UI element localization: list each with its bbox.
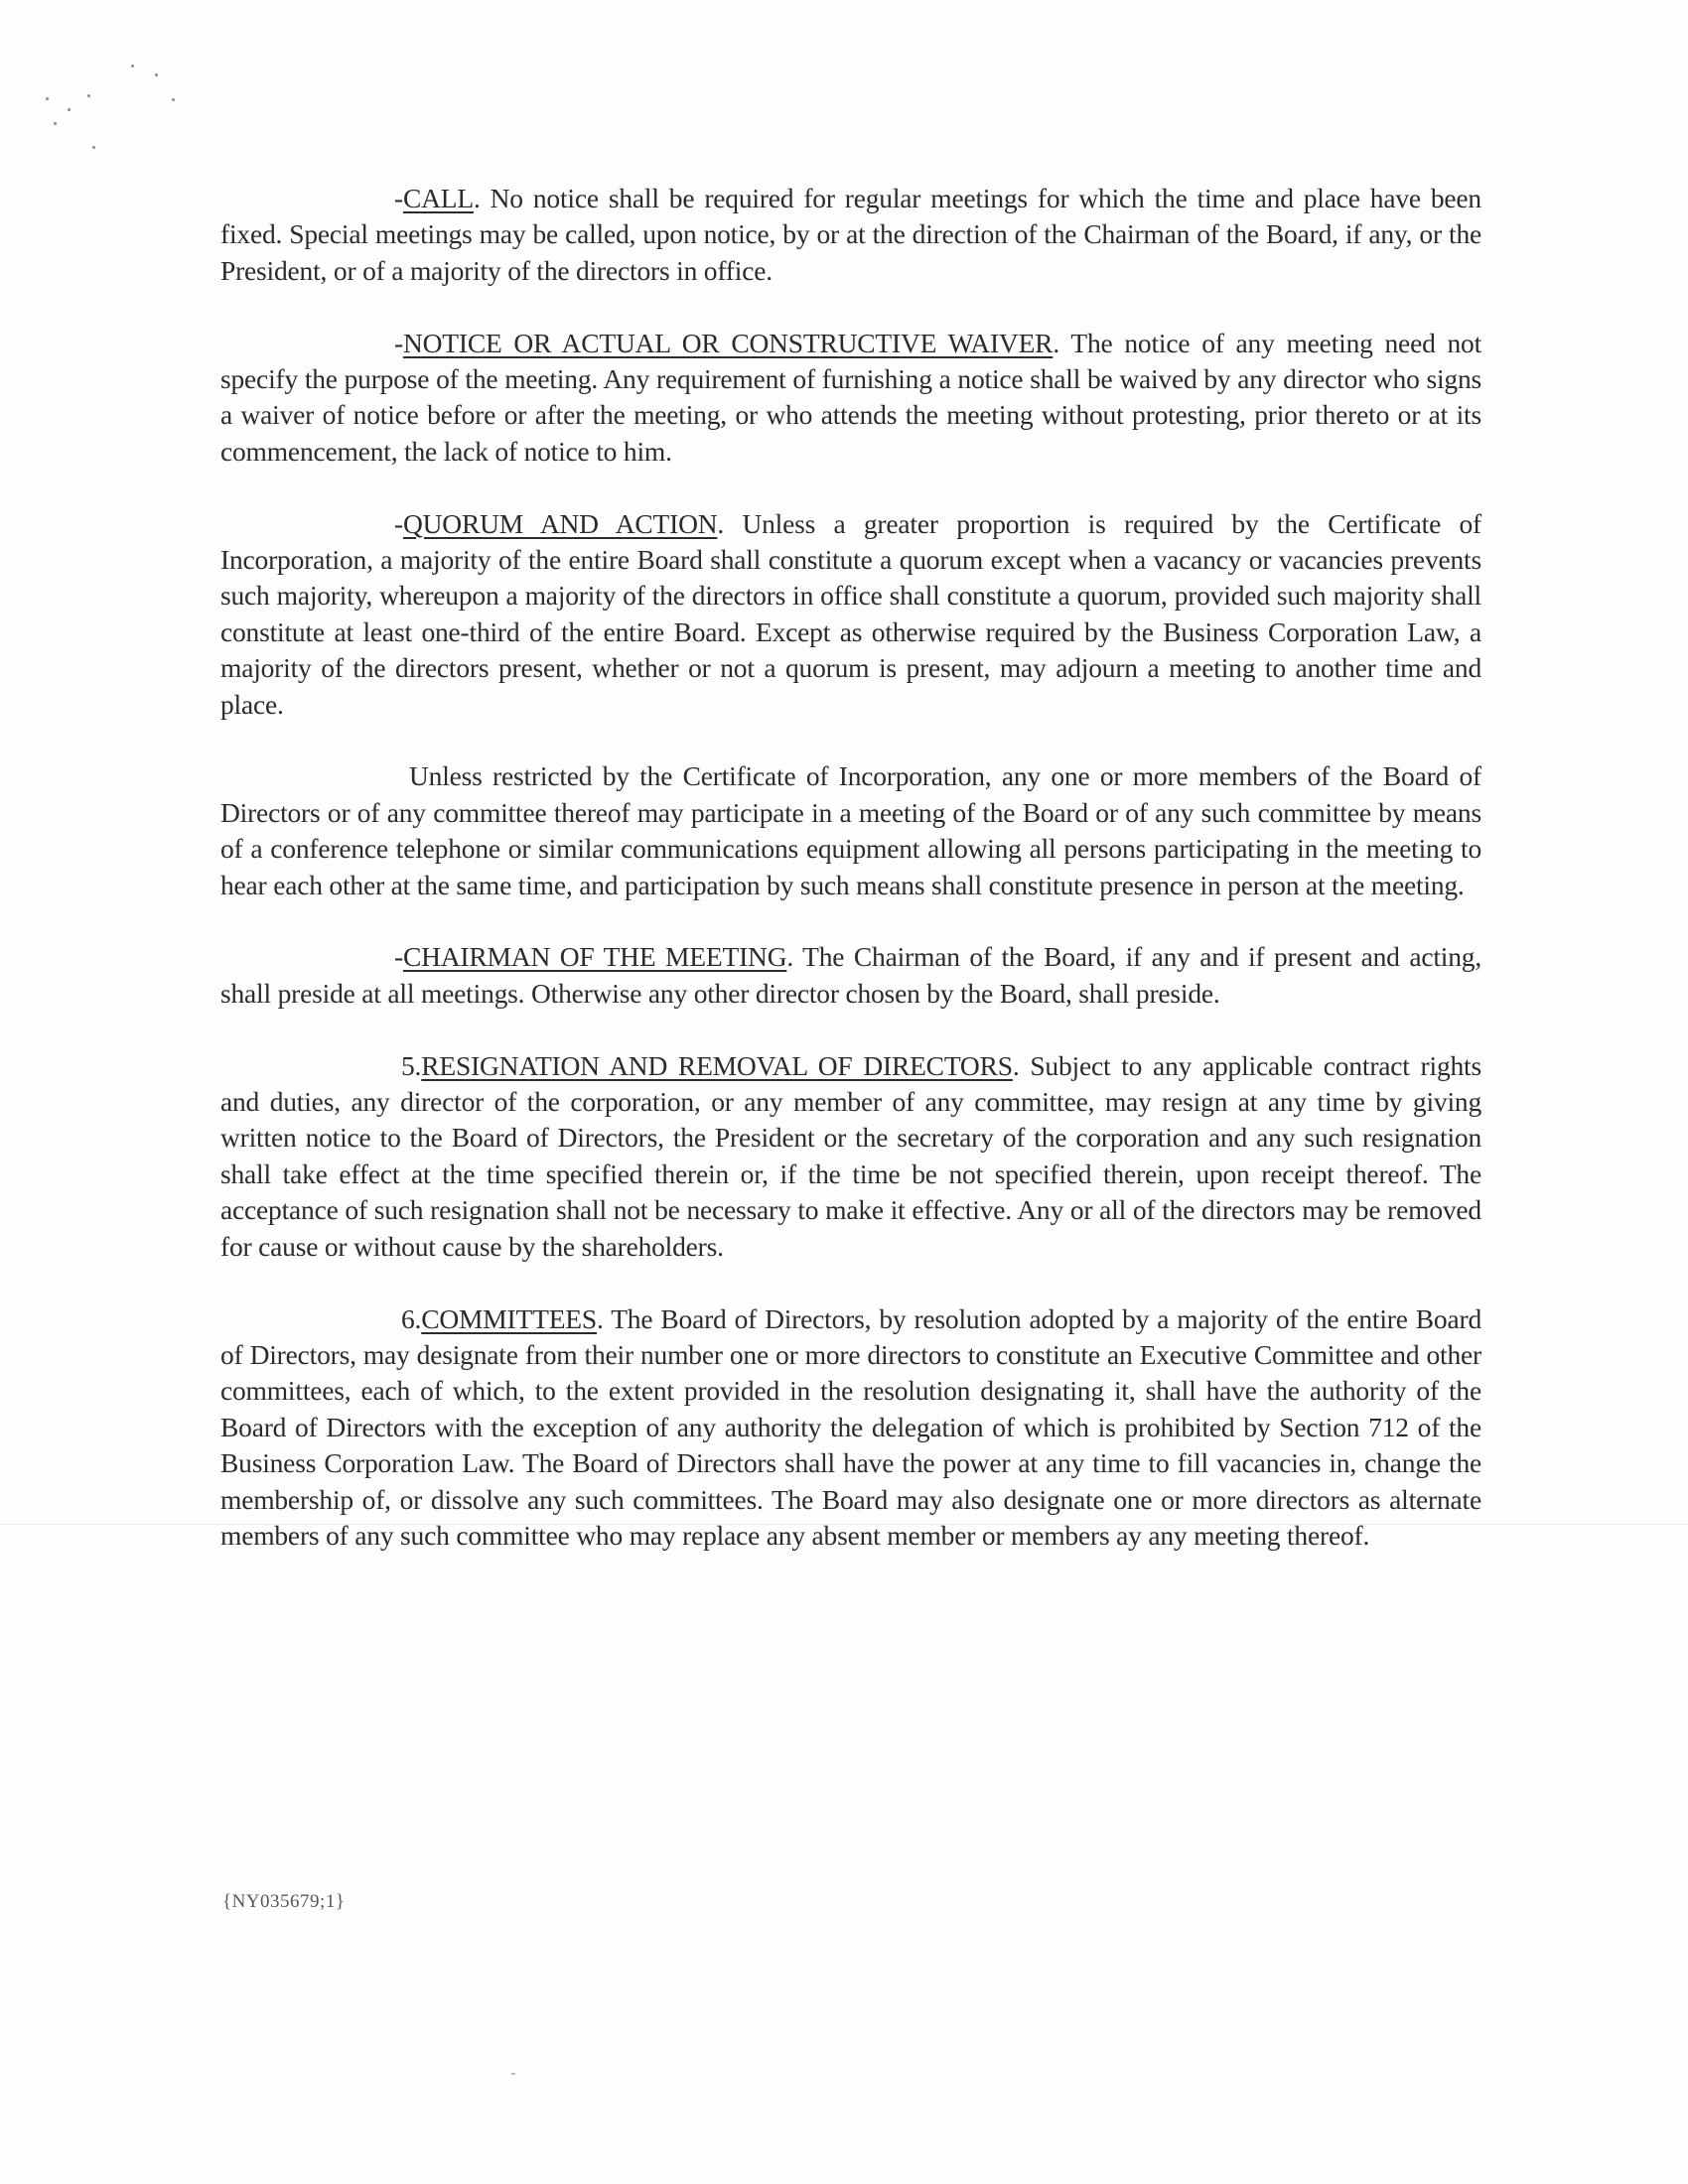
document-body	[220, 181, 1481, 1590]
section-heading-committees: COMMITTEES	[421, 1302, 597, 1334]
paragraph-chairman-meeting	[220, 939, 1481, 1012]
paragraph-prefix: 6.	[401, 1302, 422, 1334]
heading-punctuation: .	[786, 941, 803, 973]
paragraph-text: The Chairman of the Board, if any and if present and acting, shall preside at all meetings. Otherwise any other director chosen by the Board, shall preside.	[220, 941, 1481, 1009]
section-heading-chairman-meeting: CHAIRMAN OF THE MEETING	[402, 941, 787, 973]
scan-speck	[87, 94, 90, 97]
section-heading-quorum-action: QUORUM AND ACTION	[402, 507, 718, 539]
paragraph-text: Unless a greater proportion is required by the Certificate of Incorporation, a majority of the entire Board shall constitute a quorum except when a vacancy or vacancies prevents such majority, whereupon a majority of the directors in office shall constitute a quorum, provided such majority shall constitute at least one-third of the entire Board. Except as otherwise required by the Business Corporation Law, a majority of the directors present, whether or not a quorum is present, may adjourn a meeting to another time and place.	[220, 507, 1481, 720]
paragraph-prefix: -	[394, 507, 403, 539]
scan-speck	[46, 97, 49, 100]
paragraph-prefix: 5.	[401, 1049, 422, 1081]
scan-speck	[92, 146, 95, 149]
section-heading-notice-waiver: NOTICE OR ACTUAL OR CONSTRUCTIVE WAIVER	[402, 327, 1054, 358]
paragraph-prefix: -	[394, 183, 403, 213]
paragraph-resignation-removal	[220, 1048, 1481, 1265]
heading-punctuation: .	[1053, 327, 1071, 358]
document-id-footer: {NY035679;1}	[222, 1891, 346, 1912]
paragraph-committees	[220, 1301, 1481, 1555]
scan-speck	[131, 65, 134, 68]
heading-punctuation: .	[597, 1302, 612, 1334]
heading-punctuation: .	[1012, 1049, 1031, 1081]
scan-speck	[172, 98, 175, 101]
paragraph-remote-participation	[220, 758, 1481, 903]
section-heading-resignation-removal: RESIGNATION AND REMOVAL OF DIRECTORS	[421, 1049, 1013, 1081]
scan-speck	[511, 2073, 515, 2075]
section-heading-call: CALL	[402, 183, 474, 213]
paragraph-text: No notice shall be required for regular meetings for which the time and place have been fixed. Special meetings may be called, upon notice, by or at the direction of the Chairman of the Board, if any, or the President, or of a majority of the directors in office.	[220, 183, 1481, 286]
paragraph-text: The Board of Directors, by resolution adopted by a majority of the entire Board of Directors, may designate from their number one or more directors to constitute an Executive Committee and other committees, each of which, to the extent provided in the resolution designating it, shall have the authority of the Board of Directors with the exception of any authority the delegation of which is prohibited by Section 712 of the Business Corporation Law. The Board of Directors shall have the power at any time to fill vacancies in, change the membership of, or dissolve any such committees. The Board may also designate one or more directors as alternate members of any such committee who may replace any absent member or members ay any meeting thereof.	[220, 1302, 1481, 1551]
paragraph-text: Subject to any applicable contract rights and duties, any director of the corporation, or any member of any committee, may resign at any time by giving written notice to the Board of Directors, the President or the secretary of the corporation and any such resignation shall take effect at the time specified therein or, if the time be not specified therein, upon receipt thereof. The acceptance of such resignation shall not be necessary to make it effective. Any or all of the directors may be removed for cause or without cause by the shareholders.	[220, 1049, 1481, 1262]
paragraph-prefix: -	[394, 327, 403, 358]
paragraph-text: The notice of any meeting need not specify the purpose of the meeting. Any requirement of furnishing a notice shall be waived by any director who signs a waiver of notice before or after the meeting, or who attends the meeting without protesting, prior thereto or at its commencement, the lack of notice to him.	[220, 327, 1482, 467]
paragraph-notice-waiver	[220, 326, 1481, 471]
heading-punctuation: .	[473, 183, 491, 213]
paragraph-quorum-action	[220, 506, 1481, 723]
heading-punctuation: .	[717, 507, 743, 539]
paragraph-text: Unless restricted by the Certificate of Incorporation, any one or more members of the Board of Directors or of any committee thereof may participate in a meeting of the Board or of any such committee by means of a conference telephone or similar communications equipment allowing all persons participating in the meeting to hear each other at the same time, and participation by such means shall constitute presence in person at the meeting.	[220, 760, 1481, 900]
scan-speck	[68, 108, 70, 111]
scan-specks	[0, 40, 248, 169]
paragraph-prefix: -	[394, 941, 403, 973]
paragraph-call	[220, 181, 1481, 289]
scan-speck	[54, 122, 57, 125]
scan-speck	[155, 73, 158, 76]
